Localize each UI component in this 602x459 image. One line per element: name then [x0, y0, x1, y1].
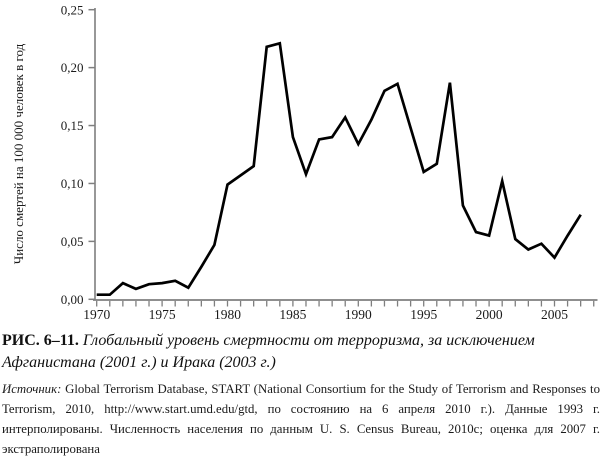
y-axis-title: Число смертей на 100 000 человек в год: [11, 43, 26, 265]
figure-caption: [2, 330, 600, 373]
x-tick-label: 1970: [83, 307, 111, 323]
x-tick-label: 2000: [475, 307, 503, 323]
axes: [93, 8, 598, 300]
y-tick-label: 0,05: [60, 233, 84, 249]
figure-source: [2, 379, 600, 459]
x-axis-ticks: [83, 301, 594, 322]
x-tick-label: 1985: [279, 307, 307, 323]
x-tick-label: 1990: [344, 307, 372, 323]
figure-source-label: Источник:: [2, 382, 62, 396]
y-tick-label: 0,25: [60, 2, 84, 18]
y-axis-ticks: [61, 2, 95, 307]
x-tick-label: 1995: [410, 307, 438, 323]
data-series: [97, 43, 581, 294]
figure-source-text: Global Terrorism Database, START (National Consortium for the Study of Terrorism and Responses to Terrorism, 2010, http://www.start.umd.edu/gtd, по состоянию на 6 апреля 2010 г.). Данные 1993 г. интерполированы. Численность населения по данным U. S. Census Bureau, 2010c; оценка для 2007 г. экстраполирована: [2, 382, 600, 456]
y-tick-label: 0,00: [60, 291, 84, 307]
x-tick-label: 1980: [214, 307, 241, 323]
y-tick-label: 0,20: [60, 60, 84, 76]
figure-caption-text: Глобальный уровень смертности от терроризма, за исключением Афганистана (2001 г.) и Ирака (2003 г.): [2, 332, 535, 371]
y-tick-label: 0,10: [60, 176, 84, 192]
x-tick-label: 1975: [148, 307, 176, 323]
y-tick-label: 0,15: [60, 118, 84, 134]
x-tick-label: 2005: [541, 307, 568, 323]
figure-caption-label: РИС. 6–11.: [2, 332, 79, 349]
data-line: [97, 43, 581, 294]
